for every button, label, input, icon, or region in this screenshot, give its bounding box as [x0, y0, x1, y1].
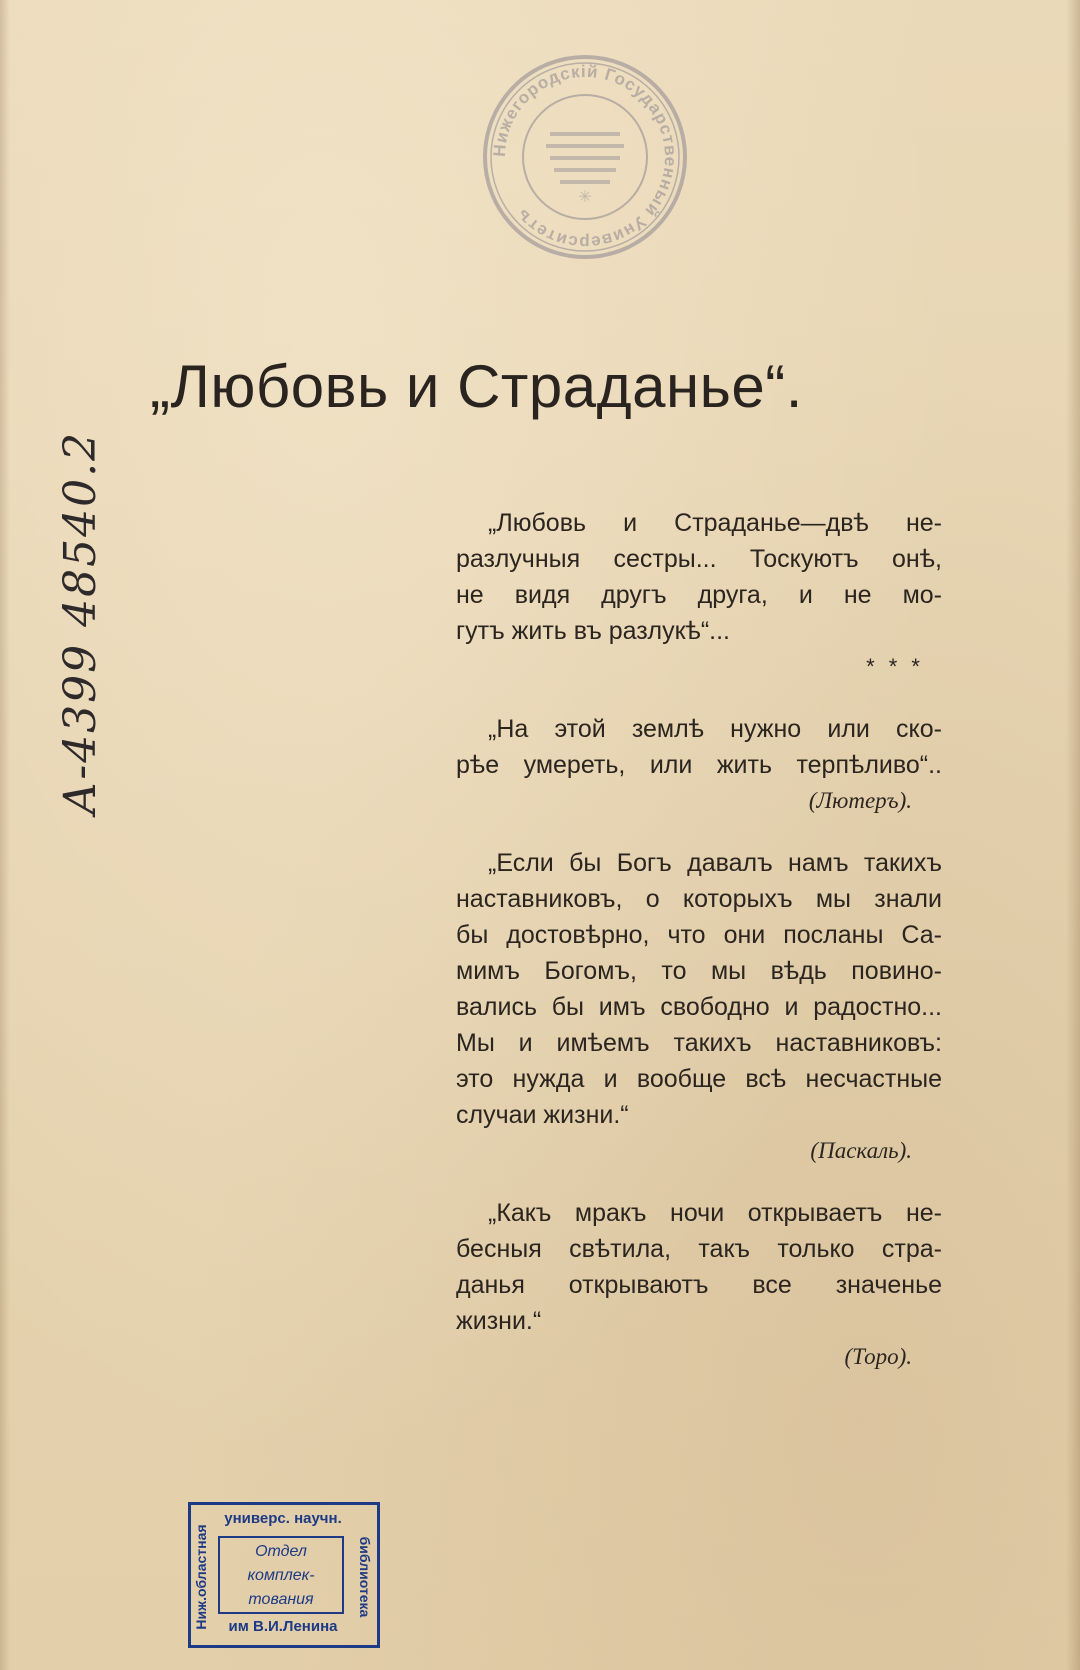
- spacer: [456, 685, 942, 711]
- quote-line: наставниковъ, о которыхъ мы знали: [456, 885, 942, 913]
- svg-text:✳: ✳: [578, 187, 592, 206]
- quote-line: рѣе умереть, или жить терпѣливо“..: [456, 751, 942, 779]
- stamp-center-line: тования: [248, 1591, 314, 1608]
- asterism-separator: * * *: [866, 654, 924, 679]
- quote-author: (Торо).: [844, 1344, 912, 1369]
- quote-2: [456, 711, 942, 819]
- quote-line: „Любовь и Страданье—двѣ не-: [488, 509, 942, 537]
- quote-author: (Паскаль).: [810, 1138, 912, 1163]
- quote-1: [456, 505, 942, 685]
- quote-line: это нужда и вообще всѣ несчастные: [456, 1065, 942, 1093]
- library-seal-top: [480, 52, 690, 262]
- quote-line: „Если бы Богъ давалъ намъ такихъ: [488, 849, 942, 877]
- quote-line: жизни.“: [456, 1307, 542, 1335]
- page-edge-right: [1066, 0, 1080, 1670]
- quote-line: не видя другъ друга, и не мо-: [456, 581, 942, 609]
- library-stamp-bottom: [188, 1502, 384, 1650]
- quote-line: „На этой землѣ нужно или ско-: [488, 715, 942, 743]
- quote-line: „Какъ мракъ ночи открываетъ не-: [488, 1199, 942, 1227]
- quote-line: данья открываютъ все значенье: [456, 1271, 942, 1299]
- quote-line: разлучныя сестры... Тоскуютъ онѣ,: [456, 545, 942, 573]
- quote-3: [456, 845, 942, 1169]
- quote-line: мимъ Богомъ, то мы вѣдь повино-: [456, 957, 942, 985]
- quote-line: случаи жизни.“: [456, 1101, 629, 1129]
- stamp-center-line: Отдел: [255, 1543, 307, 1560]
- stamp-bottom-text: им В.И.Ленина: [228, 1618, 338, 1635]
- spacer: [456, 1169, 942, 1195]
- stamp-top-text: универс. научн.: [224, 1510, 342, 1527]
- quote-line: Мы и имѣемъ такихъ наставниковъ:: [456, 1029, 942, 1057]
- quote-line: гутъ жить въ разлукѣ“...: [456, 617, 730, 645]
- stamp-left-text: Ниж.областная: [193, 1524, 209, 1630]
- seal-top-text: Нижегородскiй Государственный Университетъ: [489, 61, 681, 253]
- stamp-center-line: комплек-: [247, 1567, 315, 1584]
- stamp-right-text: библиотека: [357, 1536, 373, 1618]
- page-edge-left: [0, 0, 10, 1670]
- quote-line: бы достовѣрно, что они посланы Са-: [456, 921, 942, 949]
- quotes-column: [456, 505, 942, 1375]
- quote-4: [456, 1195, 942, 1375]
- quote-line: бесныя свѣтила, такъ только стра-: [456, 1235, 942, 1263]
- shelf-mark: А-4399 48540.2: [55, 430, 106, 815]
- page-title: „Любовь и Страданье“.: [150, 353, 803, 420]
- quote-line: вались бы имъ свободно и радостно...: [456, 993, 942, 1021]
- quote-author: (Лютеръ).: [808, 788, 912, 813]
- stamp-center-box: [218, 1536, 344, 1614]
- spacer: [456, 819, 942, 845]
